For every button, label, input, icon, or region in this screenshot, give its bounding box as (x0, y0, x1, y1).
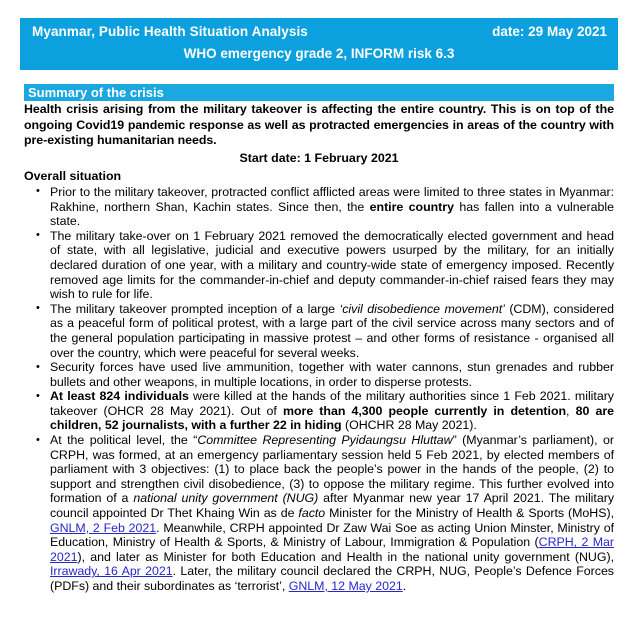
document-header-banner (20, 18, 618, 70)
emphasis-italic: ‘civil disobedience movement’ (339, 301, 505, 316)
body-text: ” (Myanmar’s parliament), or CRPH, was formed, at an emergency parliamentary session held 5 Feb 2021, by elected members of parliament with 3 objectives: (1) to place back the people’s power in the hands of the people, (2) to support and strengthen civil disobedience, (3) to oppose the military regime. This further evolved into formation of a (50, 433, 615, 506)
summary-lead-paragraph: Health crisis arising from the military takeover is affecting the entire country. This is on top of the ongoing Covid19 pandemic response as well as protracted emergencies in areas of the country with pre-existing humanitarian needs. (24, 102, 614, 148)
bullet-political (24, 433, 614, 594)
emphasis-bold: entire country (369, 199, 454, 214)
overall-situation-heading: Overall situation (24, 169, 122, 184)
header-subtitle: WHO emergency grade 2, INFORM risk 6.3 (183, 46, 455, 61)
document-body (24, 102, 614, 594)
body-text: after Myanmar new year 17 April 2021. The military council appointed Dr Thet Khaing Win as de (50, 491, 614, 521)
emphasis-bold: more than 4,300 people currently in detention (282, 403, 567, 418)
body-text: . Meanwhile, CRPH appointed Dr Zaw Wai Soe as acting Union Minster, Ministry of Education, Ministry of Health & Sports, & Ministry of Labour, Immigration & Population ( (50, 520, 614, 550)
bullet-prior-takeover (24, 185, 614, 229)
section-heading-label: Summary of the crisis (28, 85, 164, 100)
overall-situation-bullet-list (24, 185, 614, 594)
body-text: (OHCHR 28 May 2021). (341, 418, 477, 433)
emphasis-italic: facto (298, 506, 326, 521)
body-text: , (566, 403, 576, 418)
body-text: were killed at the hands of the military authorities since 1 Feb 2021. military takeover (OHCR 28 May 2021). Out of (50, 389, 614, 418)
body-text: . (402, 579, 407, 593)
body-text: ), and later as Minister for both Education and Health in the national unity government (NUG), (77, 549, 614, 564)
source-link[interactable]: GNLM, 2 Feb 2021 (50, 520, 157, 535)
body-text: Minister for the Ministry of Health & Sports (MoHS), (325, 506, 614, 521)
bullet-cdm (24, 302, 614, 360)
emphasis-italic: Committee Representing Pyidaungsu Hluttaw (197, 433, 453, 448)
emphasis-italic: national unity government (NUG) (133, 491, 319, 506)
body-text: At the political level, the “ (50, 433, 198, 448)
body-text: has fallen into a vulnerable state. (50, 199, 614, 229)
header-top-row (20, 22, 618, 44)
bullet-security-forces (24, 360, 614, 389)
bullet-take-over (24, 229, 614, 302)
body-text: The military take-over on 1 February 2021 removed the democratically elected government and head of state, with all legislative, judicial and executive powers usurped by the military, for an initially declared duration of one year, with a military and country-wide state of emergency imposed. Recently removed age limits for the commander-in-chief and deputy commander-in-chief raised fears they may wish to rule for life. (50, 228, 614, 302)
bullet-casualties (24, 389, 614, 433)
header-date: date: 29 May 2021 (492, 24, 607, 39)
body-text: Prior to the military takeover, protracted conflict afflicted areas were limited to three states in Myanmar: Rakhine, northern Shan, Kachin states. Since then, the (50, 184, 614, 214)
source-link[interactable]: Irrawady, 16 Apr 2021 (50, 564, 173, 579)
body-text: (CDM), considered as a peaceful form of political protest, with a large part of the civil service across many sectors and of the general population participating in massive protest – and other forms of resistance - organised all over the country, which were peaceful for several weeks. (50, 301, 614, 360)
start-date-line: Start date: 1 February 2021 (239, 150, 399, 165)
source-link[interactable]: GNLM, 12 May 2021 (288, 579, 403, 593)
page-title: Myanmar, Public Health Situation Analysis (32, 24, 308, 39)
section-heading-bar (24, 84, 614, 101)
emphasis-bold: At least 824 individuals (50, 389, 189, 404)
emphasis-bold: 80 are children, 52 journalists, with a further 22 in hiding (50, 403, 614, 433)
body-text: . Later, the military council declared the CRPH, NUG, People’s Defence Forces (PDFs) and their subordinates as ‘terrorist’, (50, 564, 614, 593)
source-link[interactable]: CRPH, 2 Mar 2021 (50, 535, 615, 564)
body-text: The military takeover prompted inception of a large (50, 301, 340, 316)
body-text: Security forces have used live ammunition, together with water cannons, stun grenades and rubber bullets and other weapons, in multiple locations, in order to disperse protests. (50, 360, 614, 389)
